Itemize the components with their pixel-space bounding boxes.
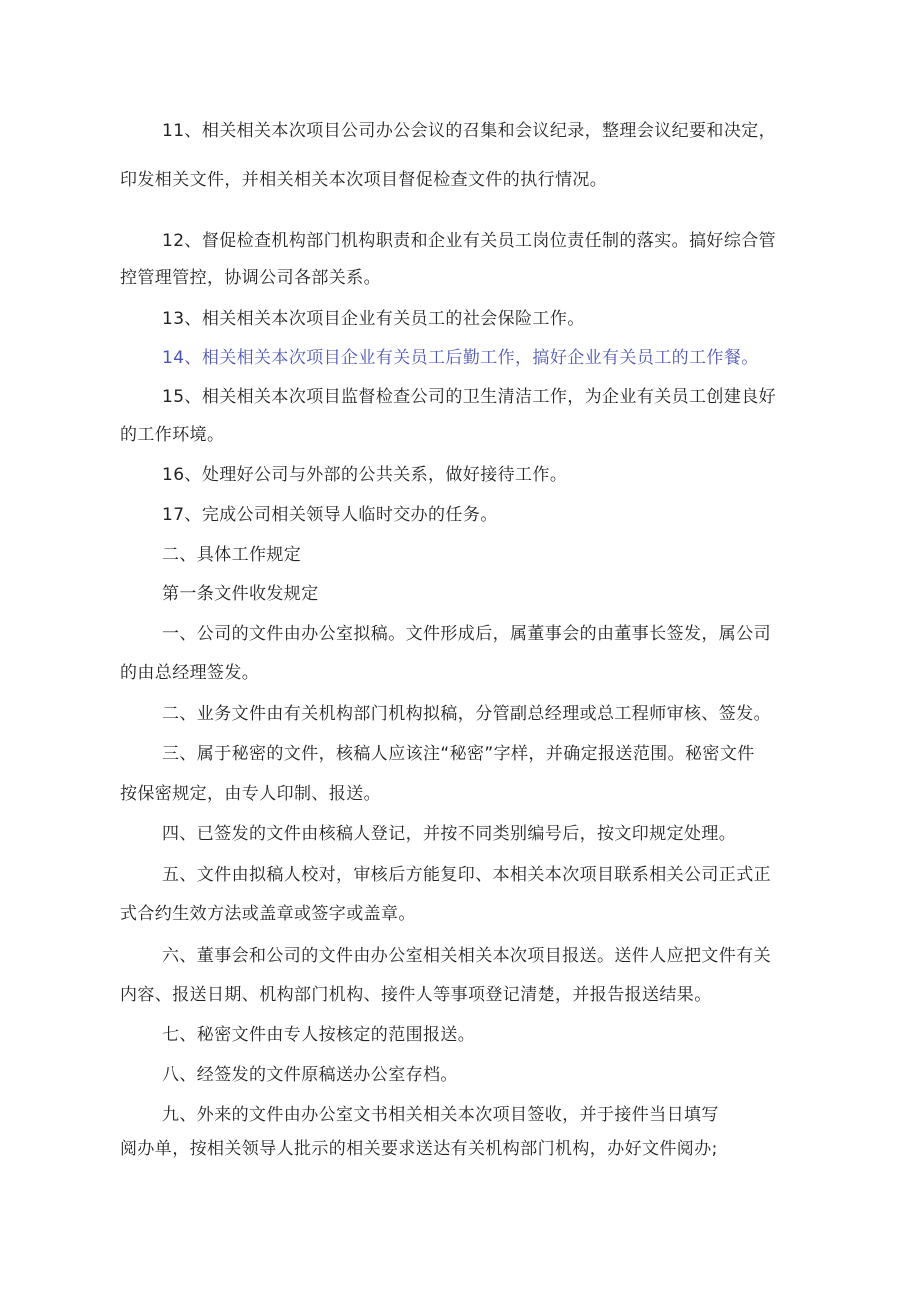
text-line-item13: 13、相关相关本次项目企业有关员工的社会保险工作。	[162, 309, 585, 329]
section-heading: 二、具体工作规定	[162, 545, 302, 565]
text-line-clause1: 一、公司的文件由办公室拟稿。文件形成后，属董事会的由董事长签发，属公司	[162, 624, 771, 644]
text-line-clause3-cont: 按保密规定，由专人印制、报送。	[120, 784, 381, 804]
text-line-clause9-cont: 阅办单，按相关领导人批示的相关要求送达有关机构部门机构，办好文件阅办;	[120, 1139, 718, 1159]
text-line-item14-highlighted: 14、相关相关本次项目企业有关员工后勤工作，搞好企业有关员工的工作餐。	[162, 348, 759, 368]
text-line-item11: 11、相关相关本次项目公司办公会议的召集和会议纪录，整理会议纪要和决定，	[162, 121, 777, 141]
text-line-item12: 12、督促检查机构部门机构职责和企业有关员工岗位责任制的落实。搞好综合管	[162, 231, 777, 251]
text-line-clause1-cont: 的由总经理签发。	[120, 663, 260, 683]
text-line-clause3: 三、属于秘密的文件，核稿人应该注“秘密”字样，并确定报送范围。秘密文件	[162, 744, 755, 764]
text-line-item15: 15、相关相关本次项目监督检查公司的卫生清洁工作，为企业有关员工创建良好	[162, 387, 777, 407]
article-heading: 第一条文件收发规定	[162, 584, 319, 604]
text-line-clause4: 四、已签发的文件由核稿人登记，并按不同类别编号后，按文印规定处理。	[162, 824, 737, 844]
text-line-clause9: 九、外来的文件由办公室文书相关相关本次项目签收，并于接件当日填写	[162, 1105, 719, 1125]
text-line-clause6: 六、董事会和公司的文件由办公室相关相关本次项目报送。送件人应把文件有关	[162, 946, 771, 966]
text-line-item15-cont: 的工作环境。	[120, 425, 225, 445]
text-line-item12-cont: 控管理管控，协调公司各部关系。	[120, 268, 381, 288]
text-line-clause7: 七、秘密文件由专人按核定的范围报送。	[162, 1025, 476, 1045]
text-line-clause2: 二、业务文件由有关机构部门机构拟稿，分管副总经理或总工程师审核、签发。	[162, 704, 771, 724]
text-line-clause8: 八、经签发的文件原稿送办公室存档。	[162, 1065, 458, 1085]
text-line-clause5: 五、文件由拟稿人校对，审核后方能复印、本相关本次项目联系相关公司正式正	[162, 865, 771, 885]
text-line-item16: 16、处理好公司与外部的公共关系，做好接待工作。	[162, 465, 568, 485]
text-line-item17: 17、完成公司相关领导人临时交办的任务。	[162, 505, 498, 525]
text-line-clause5-cont: 式合约生效方法或盖章或签字或盖章。	[120, 904, 416, 924]
text-line-item11-cont: 印发相关文件，并相关相关本次项目督促检查文件的执行情况。	[120, 170, 608, 190]
text-line-clause6-cont: 内容、报送日期、机构部门机构、接件人等事项登记清楚，并报告报送结果。	[120, 985, 712, 1005]
